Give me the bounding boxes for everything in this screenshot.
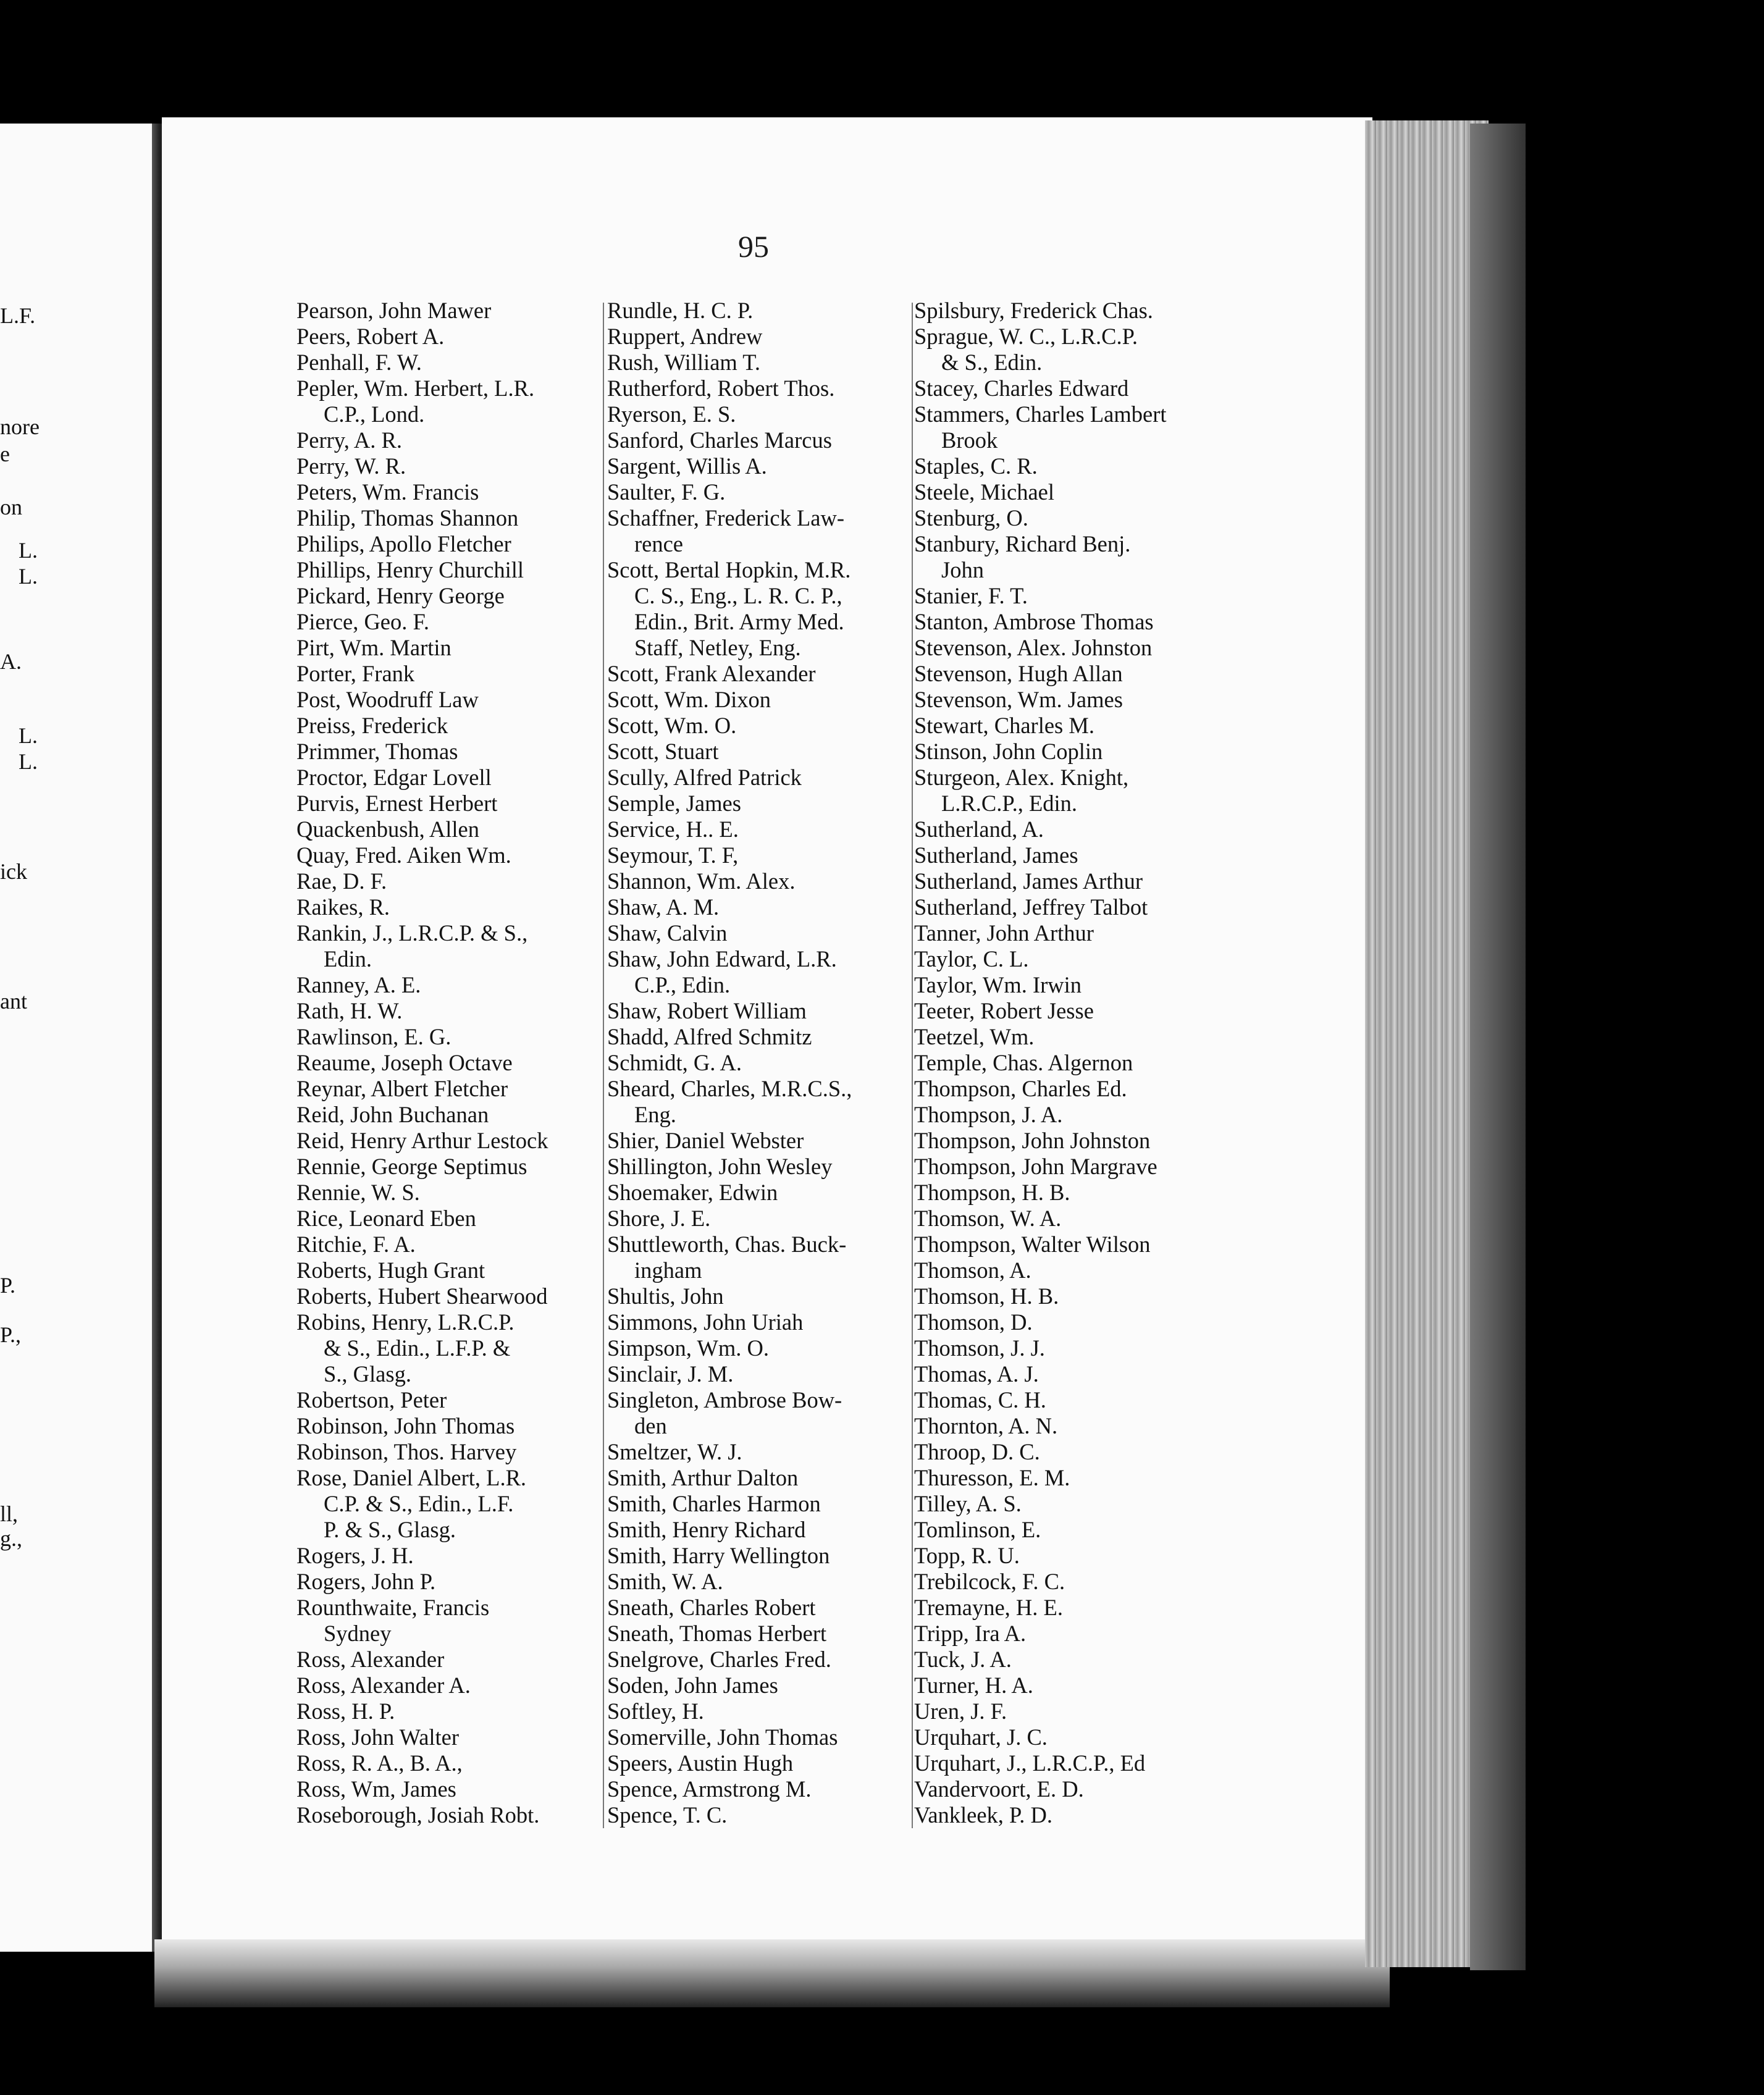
directory-entry: Thompson, J. A. [914,1102,1063,1127]
directory-entry: Softley, H. [607,1698,704,1724]
directory-entry: Shillington, John Wesley [607,1154,833,1179]
directory-entry: Tanner, John Arthur [914,920,1094,946]
directory-entry: Taylor, C. L. [914,946,1029,972]
entry-continuation: den [634,1413,667,1438]
directory-entry: Topp, R. U. [914,1543,1020,1568]
facing-page-text-fragment: A. [0,649,22,674]
directory-entry: Thompson, John Johnston [914,1128,1151,1153]
directory-entry: Stinson, John Coplin [914,739,1103,764]
directory-entry: Smith, W. A. [607,1569,723,1594]
directory-entry: Urquhart, J., L.R.C.P., Ed [914,1750,1146,1776]
directory-entry: Rennie, W. S. [296,1180,420,1205]
directory-entry: Tuck, J. A. [914,1647,1012,1672]
directory-entry: Taylor, Wm. Irwin [914,972,1082,997]
directory-entry: Stewart, Charles M. [914,713,1094,738]
directory-entry: Schaffner, Frederick Law- [607,505,844,531]
directory-entry: Sutherland, James Arthur [914,868,1143,894]
directory-entry: Smith, Arthur Dalton [607,1465,799,1490]
directory-entry: Scully, Alfred Patrick [607,765,802,790]
directory-entry: Vankleek, P. D. [914,1802,1053,1828]
entry-continuation: Staff, Netley, Eng. [634,635,801,660]
entry-continuation: Sydney [324,1621,392,1646]
directory-entry: Staples, C. R. [914,453,1038,479]
directory-entry: Robins, Henry, L.R.C.P. [296,1309,514,1335]
facing-page-text-fragment: e [0,442,10,466]
entry-continuation: C.P. & S., Edin., L.F. [324,1491,514,1516]
directory-entry: Rennie, George Septimus [296,1154,527,1179]
directory-entry: Scott, Stuart [607,739,719,764]
directory-entry: Phillips, Henry Churchill [296,557,524,582]
directory-entry: Stanbury, Richard Benj. [914,531,1131,556]
directory-entry: Quackenbush, Allen [296,817,479,842]
directory-entry: Robertson, Peter [296,1387,447,1413]
directory-entry: Temple, Chas. Algernon [914,1050,1133,1075]
directory-entry: Thomas, C. H. [914,1387,1046,1413]
directory-entry: Shoemaker, Edwin [607,1180,778,1205]
directory-entry: Ross, Alexander A. [296,1673,471,1698]
directory-entry: Thompson, Charles Ed. [914,1076,1127,1101]
entry-continuation: Brook [941,427,998,453]
directory-entry: Reid, Henry Arthur Lestock [296,1128,548,1153]
facing-page-text-fragment: L.F. [0,303,36,328]
entry-continuation: rence [634,531,684,556]
directory-entry: Tripp, Ira A. [914,1621,1027,1646]
directory-entry: Saulter, F. G. [607,479,726,505]
directory-entry: Thomas, A. J. [914,1361,1039,1387]
entry-continuation: Edin. [324,946,372,972]
directory-entry: Peers, Robert A. [296,324,445,349]
directory-entry: Thomson, D. [914,1309,1033,1335]
directory-entry: Perry, A. R. [296,427,403,453]
directory-entry: Sanford, Charles Marcus [607,427,832,453]
directory-entry: Urquhart, J. C. [914,1724,1048,1750]
directory-entry: Shier, Daniel Webster [607,1128,804,1153]
directory-entry: Tomlinson, E. [914,1517,1041,1542]
directory-entry: Sprague, W. C., L.R.C.P. [914,324,1138,349]
directory-entry: Scott, Wm. Dixon [607,687,771,712]
directory-entry: Ross, R. A., B. A., [296,1750,463,1776]
directory-entry: Stenburg, O. [914,505,1028,531]
directory-entry: Post, Woodruff Law [296,687,479,712]
directory-entry: Reaume, Joseph Octave [296,1050,513,1075]
facing-page-left [0,124,162,1952]
column-divider [912,303,913,1828]
directory-entry: Stevenson, Alex. Johnston [914,635,1153,660]
directory-entry: Teetzel, Wm. [914,1024,1035,1049]
directory-entry: Throop, D. C. [914,1439,1040,1464]
directory-entry: Shaw, Robert William [607,998,807,1023]
entry-continuation: L.R.C.P., Edin. [941,791,1078,816]
directory-entry: Steele, Michael [914,479,1055,505]
page-number: 95 [738,229,769,264]
directory-entry: Stammers, Charles Lambert [914,401,1167,427]
directory-entry: Sneath, Thomas Herbert [607,1621,827,1646]
directory-entry: Shaw, Calvin [607,920,728,946]
entry-continuation: ingham [634,1257,702,1283]
directory-entry: Rush, William T. [607,350,760,375]
directory-entry: Ranney, A. E. [296,972,421,997]
directory-entry: Simpson, Wm. O. [607,1335,769,1361]
entry-continuation: Edin., Brit. Army Med. [634,609,844,634]
directory-entry: Roberts, Hubert Shearwood [296,1283,548,1309]
directory-entry: Thomson, W. A. [914,1206,1062,1231]
directory-entry: Semple, James [607,791,741,816]
column-divider [603,303,604,1828]
directory-entry: Thompson, John Margrave [914,1154,1157,1179]
facing-page-text-fragment: ll, [0,1501,19,1526]
directory-entry: Speers, Austin Hugh [607,1750,794,1776]
directory-entry: Raikes, R. [296,894,390,920]
directory-entry: Smith, Harry Wellington [607,1543,830,1568]
entry-continuation: Eng. [634,1102,676,1127]
directory-entry: Somerville, John Thomas [607,1724,838,1750]
directory-entry: Service, H.. E. [607,817,739,842]
directory-entry: Tilley, A. S. [914,1491,1022,1516]
directory-entry: Shannon, Wm. Alex. [607,868,796,894]
directory-entry: Stanier, F. T. [914,583,1028,608]
directory-entry: Philips, Apollo Fletcher [296,531,511,556]
directory-entry: Shaw, John Edward, L.R. [607,946,837,972]
directory-entry: Stanton, Ambrose Thomas [914,609,1154,634]
directory-entry: Preiss, Frederick [296,713,448,738]
directory-entry: Roberts, Hugh Grant [296,1257,485,1283]
name-column-1 [296,298,618,1828]
directory-entry: Thuresson, E. M. [914,1465,1070,1490]
directory-entry: Sheard, Charles, M.R.C.S., [607,1076,852,1101]
directory-entry: Smith, Henry Richard [607,1517,806,1542]
directory-entry: Ryerson, E. S. [607,401,736,427]
directory-entry: Quay, Fred. Aiken Wm. [296,842,511,868]
facing-page-text-fragment: L. [19,723,38,748]
entry-continuation: John [941,557,984,582]
entry-continuation: C.P., Edin. [634,972,731,997]
directory-entry: Thomson, J. J. [914,1335,1045,1361]
page-bottom-edge [154,1939,1390,2007]
directory-entry: Shadd, Alfred Schmitz [607,1024,812,1049]
directory-entry: Singleton, Ambrose Bow- [607,1387,842,1413]
directory-entry: Robinson, Thos. Harvey [296,1439,517,1464]
directory-entry: Porter, Frank [296,661,415,686]
directory-entry: Uren, J. F. [914,1698,1007,1724]
directory-entry: Scott, Wm. O. [607,713,737,738]
directory-entry: Rawlinson, E. G. [296,1024,452,1049]
facing-page-text-fragment: on [0,495,22,519]
directory-entry: Rath, H. W. [296,998,403,1023]
directory-entry: Purvis, Ernest Herbert [296,791,498,816]
directory-entry: Sutherland, A. [914,817,1044,842]
directory-entry: Rounthwaite, Francis [296,1595,490,1620]
directory-entry: Sargent, Willis A. [607,453,767,479]
entry-continuation: C. S., Eng., L. R. C. P., [634,583,842,608]
facing-page-text-fragment: P., [0,1322,22,1347]
directory-entry: Rankin, J., L.R.C.P. & S., [296,920,528,946]
directory-entry: Rose, Daniel Albert, L.R. [296,1465,527,1490]
directory-entry: Stevenson, Wm. James [914,687,1123,712]
directory-entry: Ross, John Walter [296,1724,460,1750]
directory-entry: Rae, D. F. [296,868,387,894]
directory-entry: Perry, W. R. [296,453,406,479]
directory-entry: Shore, J. E. [607,1206,711,1231]
directory-entry: Shaw, A. M. [607,894,720,920]
directory-entry: Pirt, Wm. Martin [296,635,452,660]
directory-entry: Snelgrove, Charles Fred. [607,1647,831,1672]
directory-entry: Thomson, H. B. [914,1283,1059,1309]
directory-entry: Penhall, F. W. [296,350,422,375]
directory-entry: Rogers, J. H. [296,1543,414,1568]
directory-entry: Teeter, Robert Jesse [914,998,1094,1023]
directory-entry: Thornton, A. N. [914,1413,1058,1438]
entry-continuation: C.P., Lond. [324,401,425,427]
directory-entry: Schmidt, G. A. [607,1050,742,1075]
facing-page-text-fragment: g., [0,1526,22,1551]
directory-entry: Thompson, H. B. [914,1180,1070,1205]
directory-entry: Roseborough, Josiah Robt. [296,1802,540,1828]
directory-entry: Seymour, T. F, [607,842,739,868]
directory-entry: Shultis, John [607,1283,724,1309]
facing-page-text-fragment: nore [0,414,40,439]
directory-entry: Rogers, John P. [296,1569,436,1594]
name-column-3 [914,298,1248,1828]
entry-continuation: & S., Edin. [941,350,1043,375]
facing-page-text-fragment: L. [19,564,38,589]
directory-entry: Ross, H. P. [296,1698,395,1724]
directory-entry: Peters, Wm. Francis [296,479,479,505]
directory-entry: Ritchie, F. A. [296,1232,416,1257]
directory-entry: Scott, Bertal Hopkin, M.R. [607,557,851,582]
directory-entry: Rundle, H. C. P. [607,298,754,323]
directory-entry: Trebilcock, F. C. [914,1569,1065,1594]
directory-entry: Robinson, John Thomas [296,1413,515,1438]
directory-entry: Ross, Wm, James [296,1776,456,1802]
directory-entry: Rutherford, Robert Thos. [607,376,835,401]
directory-entry: Rice, Leonard Eben [296,1206,476,1231]
facing-page-text-fragment: P. [0,1273,16,1298]
directory-entry: Scott, Frank Alexander [607,661,816,686]
directory-entry: Reid, John Buchanan [296,1102,489,1127]
directory-entry: Smeltzer, W. J. [607,1439,742,1464]
directory-entry: Spence, Armstrong M. [607,1776,812,1802]
directory-entry: Ruppert, Andrew [607,324,763,349]
directory-entry: Thomson, A. [914,1257,1031,1283]
directory-entry: Sneath, Charles Robert [607,1595,816,1620]
directory-entry: Shuttleworth, Chas. Buck- [607,1232,847,1257]
directory-entry: Stacey, Charles Edward [914,376,1129,401]
directory-entry: Pearson, John Mawer [296,298,492,323]
directory-entry: Proctor, Edgar Lovell [296,765,492,790]
directory-entry: Smith, Charles Harmon [607,1491,821,1516]
directory-entry: Pepler, Wm. Herbert, L.R. [296,376,535,401]
directory-entry: Sutherland, Jeffrey Talbot [914,894,1148,920]
entry-continuation: & S., Edin., L.F.P. & [324,1335,511,1361]
directory-entry: Spilsbury, Frederick Chas. [914,298,1153,323]
entry-continuation: P. & S., Glasg. [324,1517,456,1542]
directory-entry: Spence, T. C. [607,1802,728,1828]
directory-entry: Thompson, Walter Wilson [914,1232,1151,1257]
facing-page-text-fragment: ant [0,989,27,1014]
directory-entry: Reynar, Albert Fletcher [296,1076,508,1101]
directory-entry: Pierce, Geo. F. [296,609,430,634]
entry-continuation: S., Glasg. [324,1361,411,1387]
directory-entry: Primmer, Thomas [296,739,458,764]
directory-entry: Simmons, John Uriah [607,1309,804,1335]
book-fore-edge-shadow [1470,124,1526,1970]
directory-entry: Soden, John James [607,1673,778,1698]
name-column-2 [607,298,916,1828]
facing-page-text-fragment: L. [19,749,38,774]
directory-entry: Pickard, Henry George [296,583,505,608]
directory-entry: Sinclair, J. M. [607,1361,734,1387]
directory-entry: Philip, Thomas Shannon [296,505,519,531]
directory-entry: Sutherland, James [914,842,1078,868]
directory-entry: Tremayne, H. E. [914,1595,1063,1620]
directory-entry: Ross, Alexander [296,1647,445,1672]
directory-entry: Vandervoort, E. D. [914,1776,1084,1802]
facing-page-text-fragment: L. [19,538,38,563]
directory-entry: Sturgeon, Alex. Knight, [914,765,1129,790]
facing-page-text-fragment: ick [0,859,27,884]
directory-entry: Turner, H. A. [914,1673,1033,1698]
directory-entry: Stevenson, Hugh Allan [914,661,1123,686]
